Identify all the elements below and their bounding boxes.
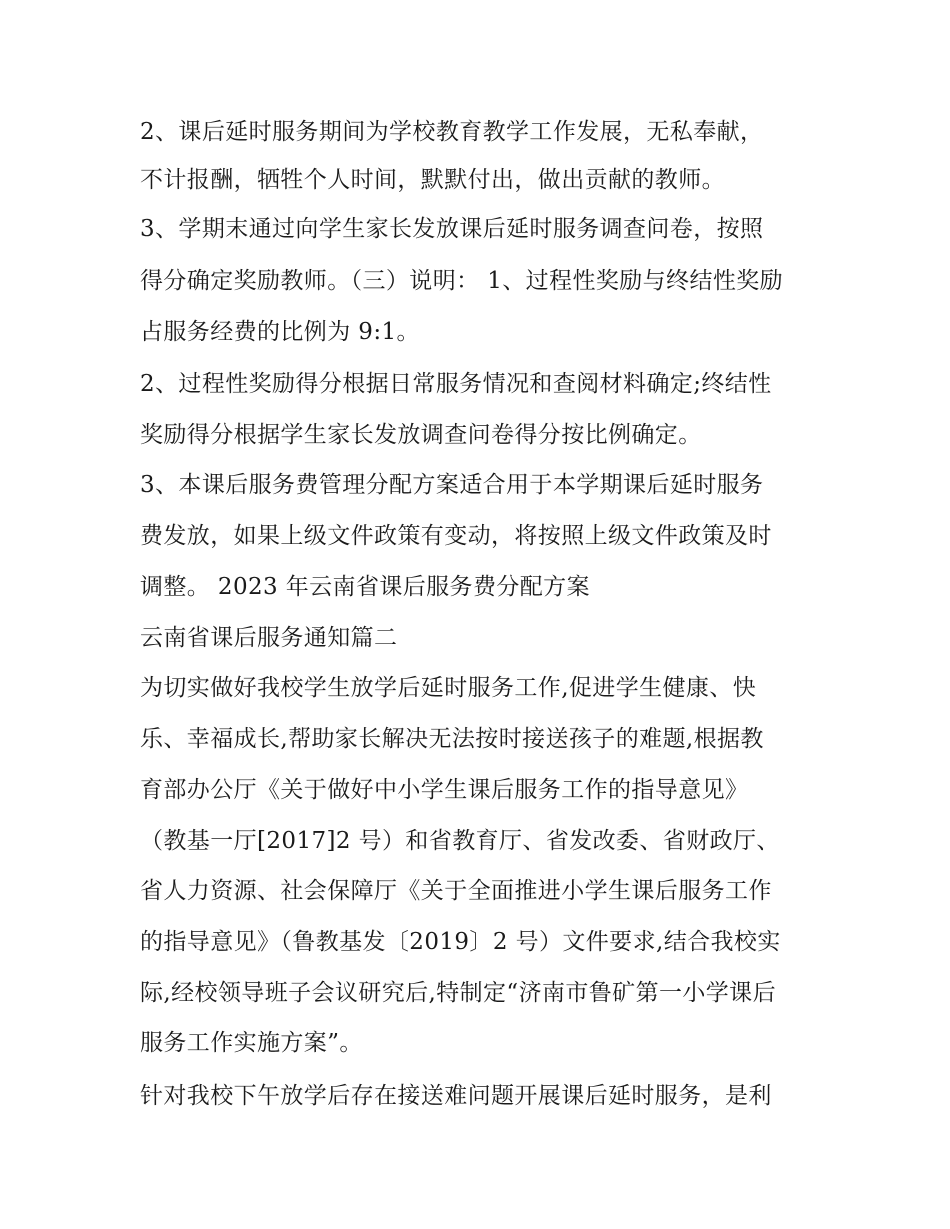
text-line: 调整。 2023 年云南省课后服务费分配方案 <box>140 574 590 600</box>
text-line: 费发放，如果上级文件政策有变动，将按照上级文件政策及时 <box>140 523 772 549</box>
text-line: 乐、幸福成长,帮助家长解决无法按时接送孩子的难题,根据教 <box>140 726 764 752</box>
text-line: 针对我校下午放学后存在接送难问题开展课后延时服务，是利 <box>140 1083 772 1109</box>
section-heading: 云南省课后服务通知篇二 <box>140 625 398 651</box>
text-line: 得分确定奖励教师。（三）说明： 1、过程性奖励与终结性奖励 <box>140 268 784 294</box>
text-line: 育部办公厅《关于做好中小学生课后服务工作的指导意见》 <box>140 777 749 803</box>
text-line: （教基一厅[2017]2 号）和省教育厅、省发改委、省财政厅、 <box>140 828 780 854</box>
text-line: 2、过程性奖励得分根据日常服务情况和查阅材料确定;终结性 <box>140 371 772 397</box>
text-line: 不计报酬，牺牲个人时间，默默付出，做出贡献的教师。 <box>140 167 725 193</box>
text-line: 为切实做好我校学生放学后延时服务工作,促进学生健康、快 <box>140 675 757 701</box>
text-line: 奖励得分根据学生家长发放调查问卷得分按比例确定。 <box>140 422 702 448</box>
text-line: 际,经校领导班子会议研究后,特制定“济南市鲁矿第一小学课后 <box>140 980 776 1006</box>
text-line: 3、本课后服务费管理分配方案适合用于本学期课后延时服务 <box>140 472 764 498</box>
text-line: 3、学期末通过向学生家长发放课后延时服务调查问卷，按照 <box>140 216 764 242</box>
text-line: 省人力资源、社会保障厅《关于全面推进小学生课后服务工作 <box>140 878 772 904</box>
text-line: 2、课后延时服务期间为学校教育教学工作发展，无私奉献， <box>140 119 764 145</box>
text-line: 占服务经费的比例为 9:1。 <box>140 319 420 345</box>
text-line: 服务工作实施方案”。 <box>140 1030 363 1056</box>
text-line: 的指导意见》（鲁教基发〔2019〕2 号）文件要求,结合我校实 <box>140 929 781 955</box>
